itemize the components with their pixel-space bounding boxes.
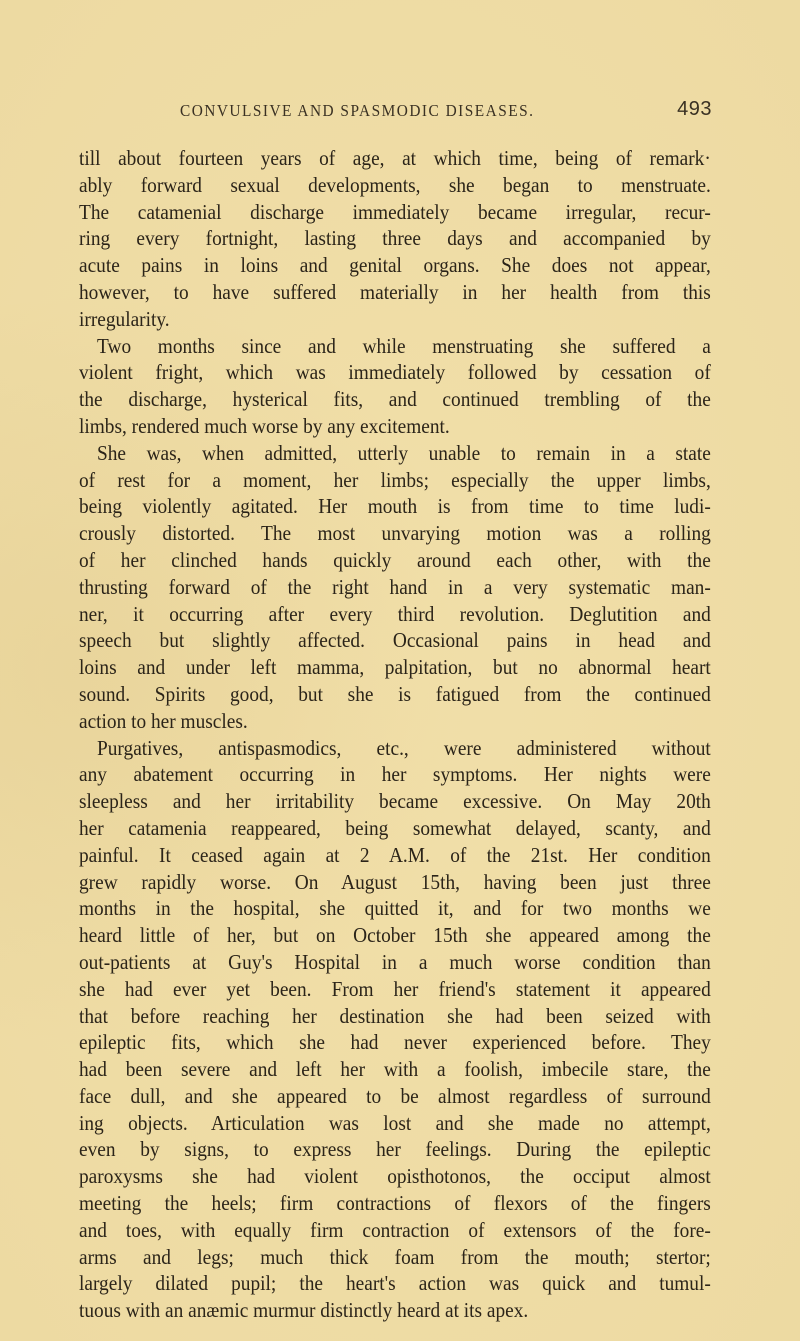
text-line: largely dilated pupil; the heart's action was quick and tumul-: [79, 1271, 711, 1296]
text-line: sound. Spirits good, but she is fatigued from the continued: [79, 681, 711, 706]
text-line: loins and under left mamma, palpitation, but no abnormal heart: [79, 655, 711, 680]
text-line: till about fourteen years of age, at which time, being of remark·: [79, 146, 711, 170]
text-line: she had ever yet been. From her friend's statement it appeared: [79, 976, 711, 1001]
text-line: had been severe and left her with a foolish, imbecile stare, the: [79, 1057, 711, 1082]
text-line: Purgatives, antispasmodics, etc., were administered without: [97, 735, 711, 760]
text-line: even by signs, to express her feelings. During the epileptic: [79, 1137, 711, 1162]
text-line: crously distorted. The most unvarying motion was a rolling: [79, 521, 711, 546]
text-line: out-patients at Guy's Hospital in a much worse condition than: [79, 949, 711, 974]
text-line: ring every fortnight, lasting three days and accompanied by: [79, 226, 711, 251]
text-line: of rest for a moment, her limbs; especially the upper limbs,: [79, 467, 711, 492]
text-line: ing objects. Articulation was lost and she made no attempt,: [79, 1110, 711, 1135]
text-line: painful. It ceased again at 2 A.M. of the 21st. Her condition: [79, 842, 711, 867]
text-line: violent fright, which was immediately followed by cessation of: [79, 360, 711, 385]
text-line: speech but slightly affected. Occasional pains in head and: [79, 628, 711, 653]
text-line: of her clinched hands quickly around each other, with the: [79, 547, 711, 572]
text-line: ner, it occurring after every third revolution. Deglutition and: [79, 601, 711, 626]
text-line: face dull, and she appeared to be almost regardless of surround: [79, 1083, 711, 1108]
text-line: heard little of her, but on October 15th she appeared among the: [79, 923, 711, 948]
text-line: limbs, rendered much worse by any excitement.: [79, 413, 450, 438]
text-line: arms and legs; much thick foam from the mouth; stertor;: [79, 1244, 711, 1269]
text-line: that before reaching her destination she had been seized with: [79, 1003, 711, 1028]
text-line: She was, when admitted, utterly unable to remain in a state: [97, 440, 711, 465]
text-line: however, to have suffered materially in her health from this: [79, 279, 711, 304]
text-line: meeting the heels; firm contractions of flexors of the fingers: [79, 1191, 711, 1216]
text-line: acute pains in loins and genital organs. She does not appear,: [79, 253, 711, 278]
text-line: irregularity.: [79, 306, 170, 331]
text-line: epileptic fits, which she had never experienced before. They: [79, 1030, 711, 1055]
text-line: any abatement occurring in her symptoms. Her nights were: [79, 762, 711, 787]
text-line: and toes, with equally firm contraction of extensors of the fore-: [79, 1217, 711, 1242]
running-head-title: CONVULSIVE AND SPASMODIC DISEASES.: [180, 101, 535, 120]
text-line: action to her muscles.: [79, 708, 248, 733]
text-line: Two months since and while menstruating she suffered a: [97, 333, 711, 358]
text-line: the discharge, hysterical fits, and continued trembling of the: [79, 387, 711, 412]
text-line: The catamenial discharge immediately became irregular, recur-: [79, 199, 711, 224]
body-text: [79, 145, 711, 1324]
text-line: sleepless and her irritability became excessive. On May 20th: [79, 789, 711, 814]
text-line: thrusting forward of the right hand in a very systematic man-: [79, 574, 711, 599]
text-line: being violently agitated. Her mouth is from time to time ludi-: [79, 494, 711, 519]
text-line: paroxysms she had violent opisthotonos, the occiput almost: [79, 1164, 711, 1189]
text-line: ably forward sexual developments, she began to menstruate.: [79, 172, 711, 197]
running-head: [180, 98, 712, 125]
text-line: tuous with an anæmic murmur distinctly heard at its apex.: [79, 1298, 529, 1323]
text-line: her catamenia reappeared, being somewhat delayed, scanty, and: [79, 815, 711, 840]
page-number: 493: [677, 98, 712, 120]
text-line: grew rapidly worse. On August 15th, having been just three: [79, 869, 711, 894]
text-line: months in the hospital, she quitted it, and for two months we: [79, 896, 711, 921]
